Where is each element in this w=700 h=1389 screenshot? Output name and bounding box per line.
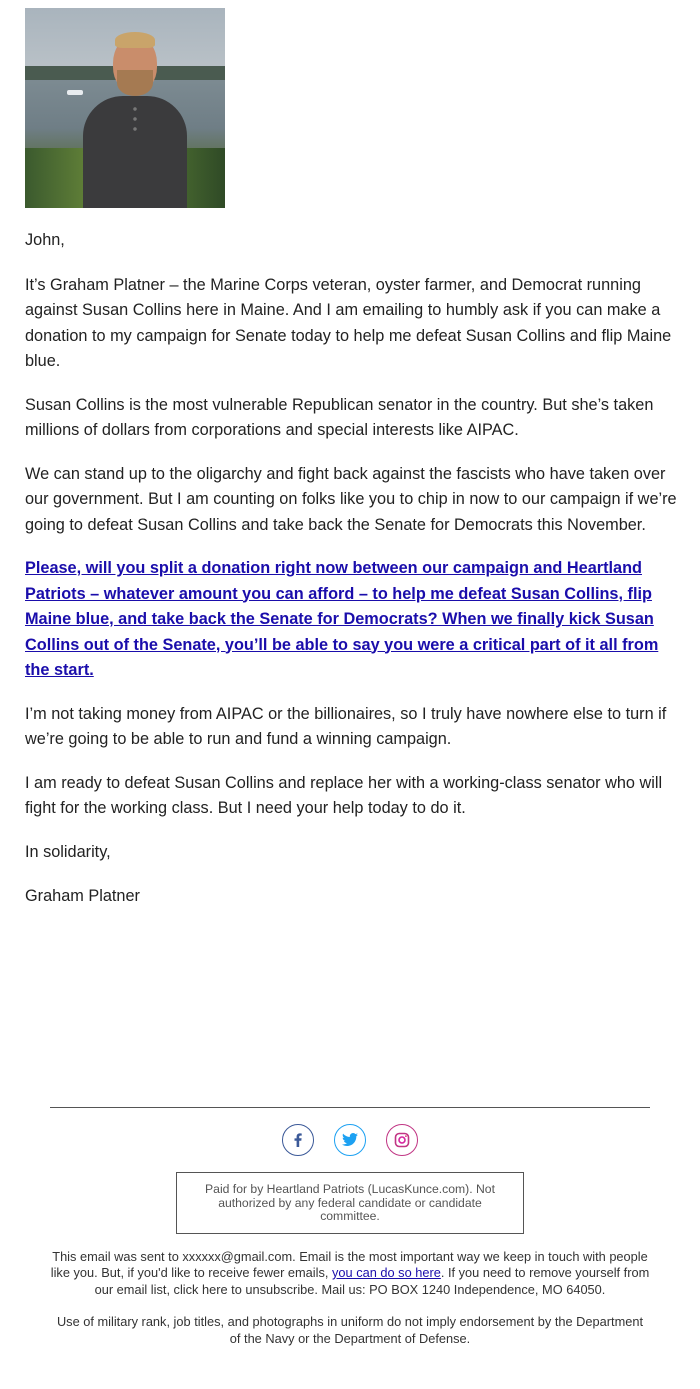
donate-cta-link[interactable]: Please, will you split a donation right now between our campaign and Heartland Patriots – whatever amount you can afford – to help me defeat Susan Collins, flip Maine blue, and take back the Senate for Democrats? When we finally kick Susan Collins out of the Senate, you’ll be able to say you were a critical part of it all from the start.	[25, 559, 659, 679]
signoff: In solidarity,	[25, 842, 111, 861]
paid-for-disclaimer: Paid for by Heartland Patriots (LucasKunce.com). Not authorized by any federal candidate or candidate committee.	[176, 1172, 524, 1234]
email-footer	[50, 1107, 650, 1347]
sent-to-prefix: This email was sent to	[52, 1248, 183, 1264]
military-notice: Use of military rank, job titles, and photographs in uniform do not imply endorsement by the Department of the Navy or the Department of Defense.	[56, 1314, 644, 1346]
paragraph-oligarchy: We can stand up to the oligarchy and fight back against the fascists who have taken over our government. But I am counting on folks like you to chip in now to our campaign if we’re going to defeat Susan Collins and take back the Senate for Democrats this November.	[25, 464, 677, 534]
paragraph-no-aipac: I’m not taking money from AIPAC or the billionaires, so I truly have nowhere else to turn if we’re going to be able to run and fund a winning campaign.	[25, 704, 667, 748]
sent-to-middle: . Email is the most important way we keep in touch with people like you. But, if you'd like to receive fewer emails,	[50, 1248, 648, 1280]
paragraph-collins: Susan Collins is the most vulnerable Republican senator in the country. But she’s taken millions of dollars from corporations and special interests like AIPAC.	[25, 395, 654, 439]
paragraph-intro: It’s Graham Platner – the Marine Corps veteran, oyster farmer, and Democrat running against Susan Collins here in Maine. And I am emailing to humbly ask if you can make a donation to my campaign for Senate today to help me defeat Susan Collins and flip Maine blue.	[25, 275, 672, 370]
greeting: John,	[25, 231, 65, 249]
social-links	[50, 1124, 650, 1156]
sent-to-suffix: . If you need to remove yourself from our email list, click here to unsubscribe. Mail us: PO BOX 1240 Independence, MO 64050.	[94, 1265, 650, 1297]
recipient-email: xxxxxx@gmail.com	[182, 1248, 293, 1264]
footer-divider	[50, 1107, 650, 1108]
paragraph-ready: I am ready to defeat Susan Collins and replace her with a working-class senator who will fight for the working class. But I need your help today to do it.	[25, 773, 663, 817]
twitter-icon[interactable]	[334, 1124, 366, 1156]
email-body	[25, 8, 680, 910]
fewer-emails-link[interactable]: you can do so here	[332, 1265, 441, 1280]
instagram-icon[interactable]	[386, 1124, 418, 1156]
candidate-photo	[25, 8, 225, 208]
email-list-notice	[50, 1249, 650, 1299]
facebook-icon[interactable]	[282, 1124, 314, 1156]
signature: Graham Platner	[25, 887, 140, 905]
